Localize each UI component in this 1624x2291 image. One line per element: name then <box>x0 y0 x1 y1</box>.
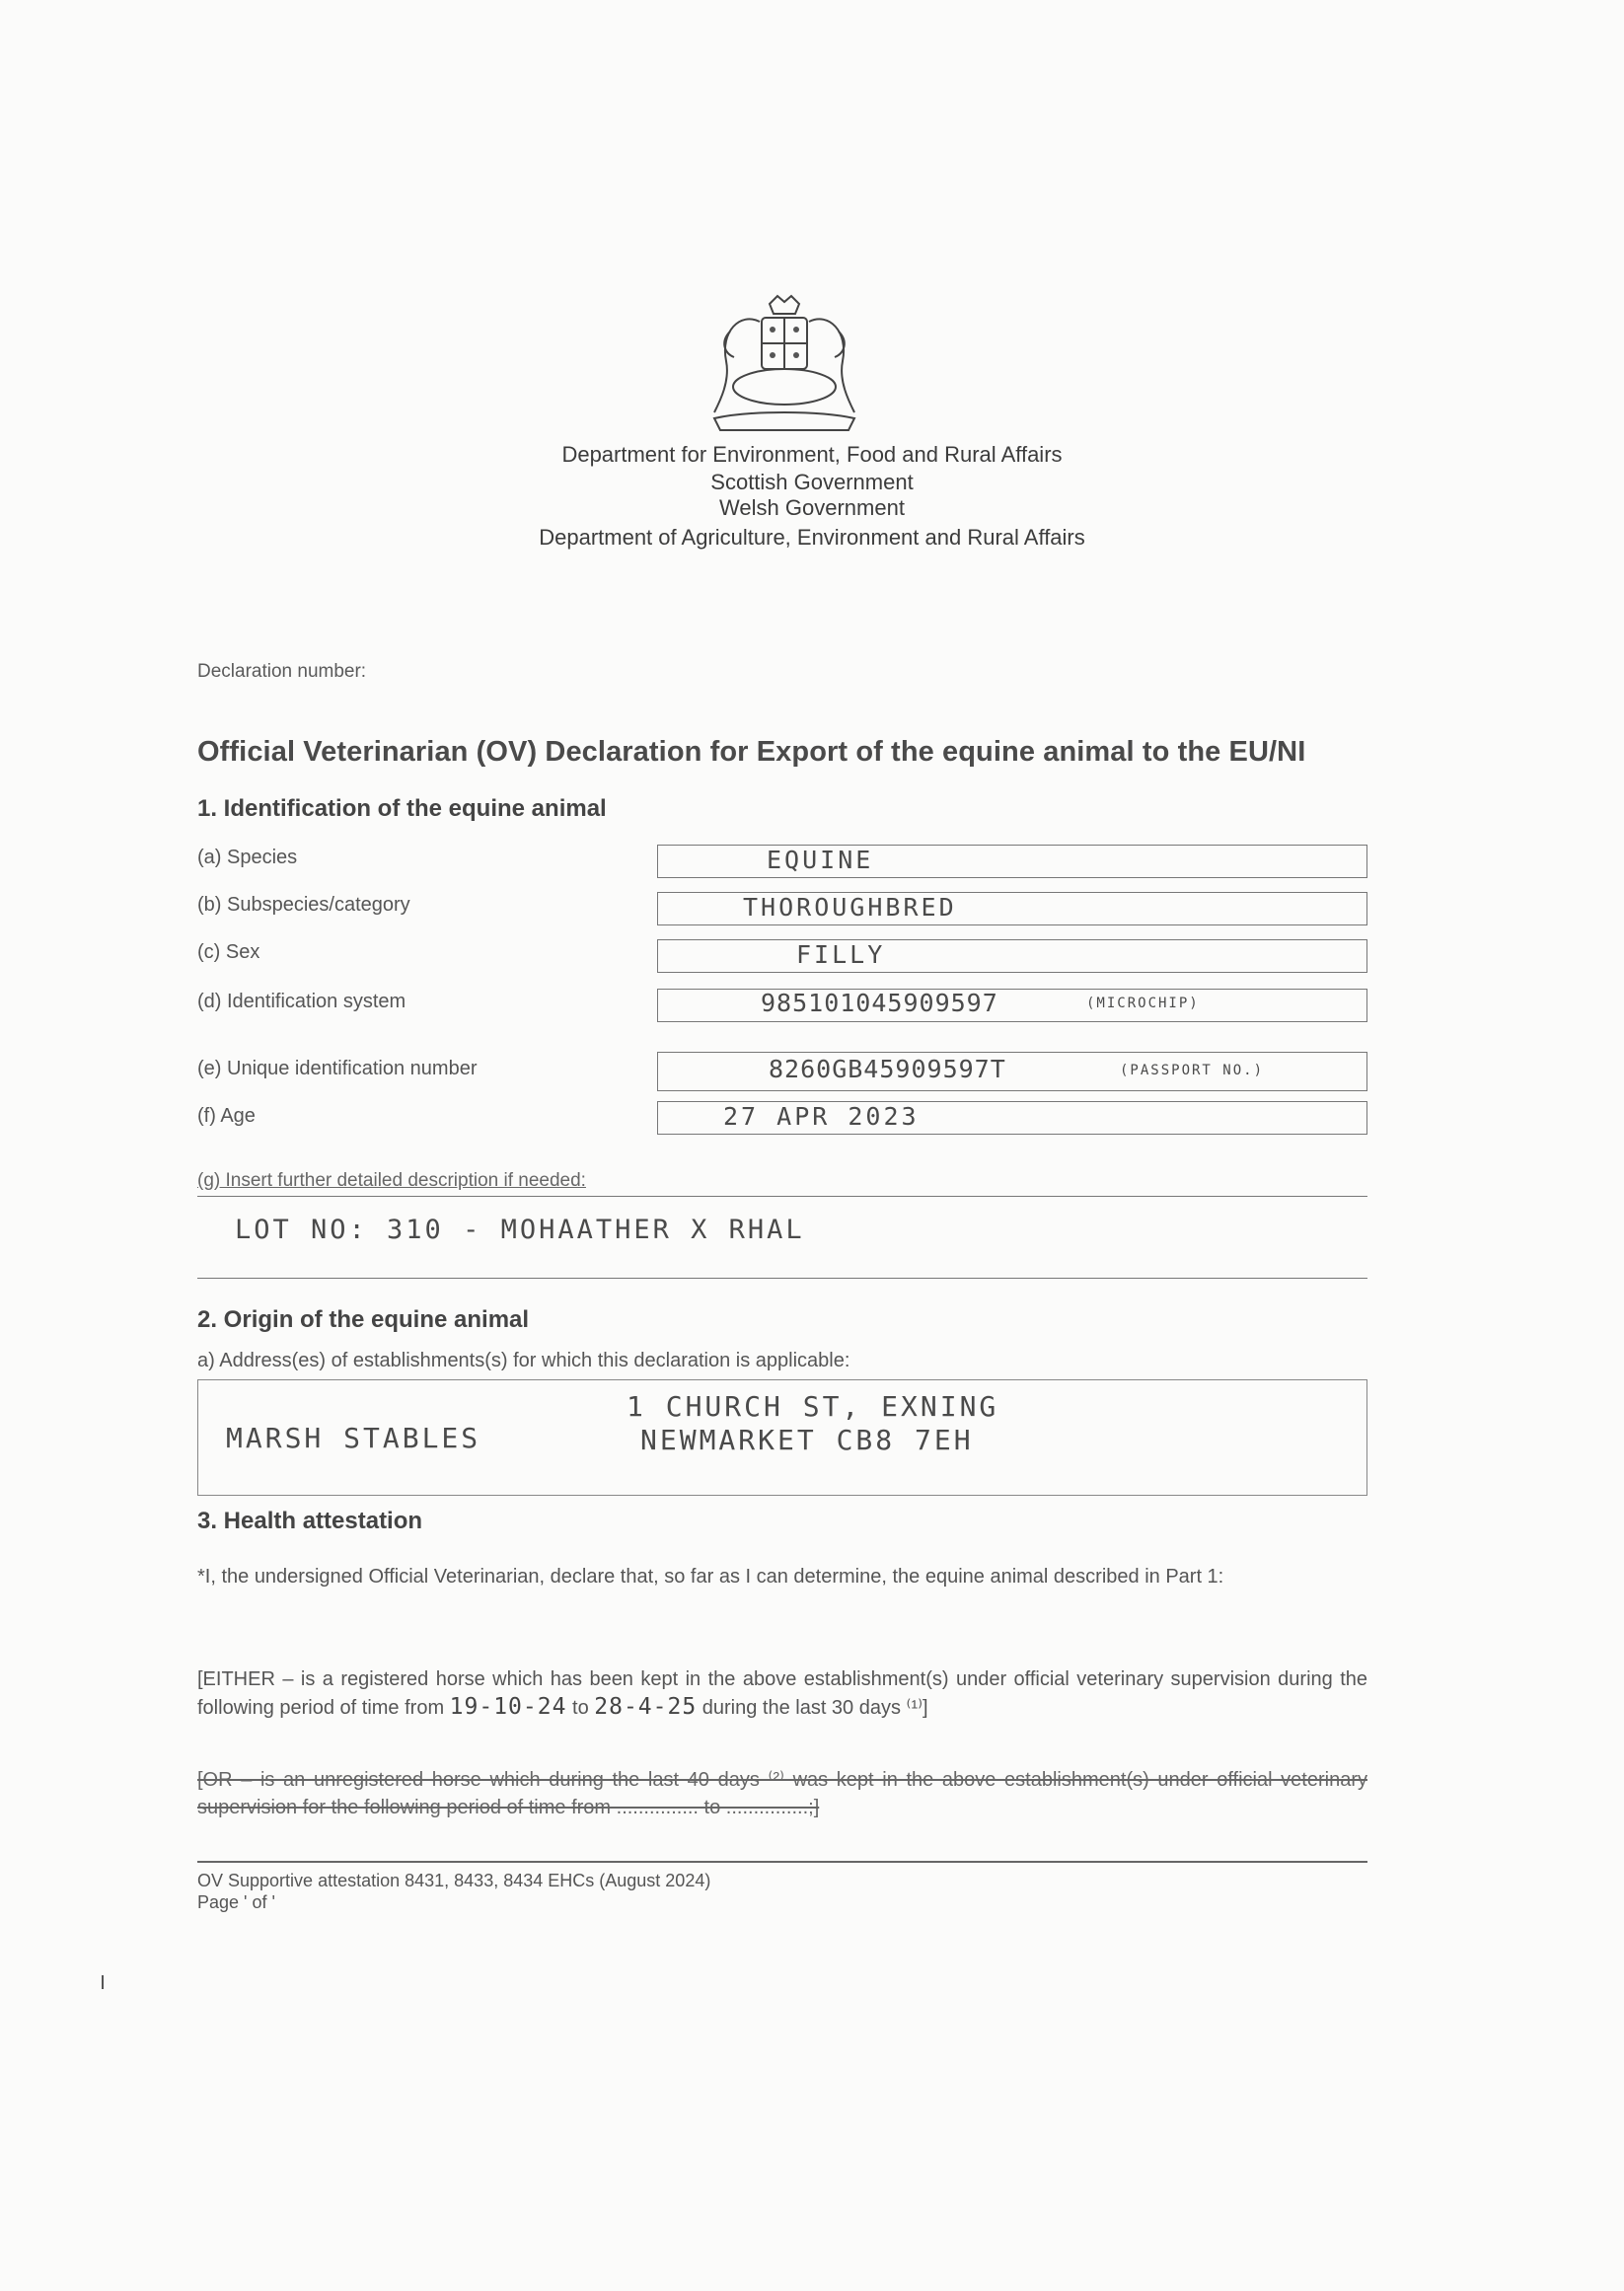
declaration-number-label: Declaration number: <box>197 661 367 682</box>
subspecies-field[interactable] <box>657 892 1367 925</box>
document-title: Official Veterinarian (OV) Declaration for Export of the equine animal to the EU/NI <box>197 736 1306 768</box>
age-value: 27 APR 2023 <box>723 1102 920 1131</box>
footer-page-number: Page ' of ' <box>197 1892 275 1912</box>
either-text-a: [EITHER – is a registered horse which has been kept in the above establishment(s) under official veterinary supervision during the following period of time from <box>197 1668 1367 1719</box>
unique-id-value: 8260GB45909597T <box>769 1055 1006 1083</box>
species-field[interactable] <box>657 845 1367 878</box>
subspecies-value: THOROUGHBRED <box>743 893 957 922</box>
establishment-name: MARSH STABLES <box>226 1422 481 1454</box>
department-scottish-government: Scottish Government <box>710 470 914 494</box>
either-text-b: to <box>566 1697 595 1719</box>
age-field[interactable] <box>657 1101 1367 1135</box>
department-defra: Department for Environment, Food and Rural Affairs <box>561 442 1063 467</box>
footer-divider <box>197 1861 1367 1863</box>
unique-id-label: (e) Unique identification number <box>197 1058 478 1079</box>
attestation-intro: *I, the undersigned Official Veterinarian, declare that, so far as I can determine, the equine animal described in Part 1: <box>197 1566 1224 1588</box>
period-to-value: 28-4-25 <box>594 1694 698 1720</box>
attestation-either-clause <box>197 1665 1367 1722</box>
section-2-heading: 2. Origin of the equine animal <box>197 1306 530 1333</box>
department-daera: Department of Agriculture, Environment and Rural Affairs <box>539 525 1085 550</box>
identification-system-note: (MICROCHIP) <box>1086 996 1200 1011</box>
identification-system-label: (d) Identification system <box>197 991 406 1012</box>
address-field[interactable] <box>197 1379 1367 1496</box>
identification-system-field[interactable] <box>657 989 1367 1022</box>
further-description-field[interactable] <box>197 1196 1367 1279</box>
period-from-value: 19-10-24 <box>449 1694 567 1720</box>
margin-mark <box>102 1975 104 1989</box>
further-description-value: LOT NO: 310 - MOHAATHER X RHAL <box>235 1215 805 1245</box>
section-3-heading: 3. Health attestation <box>197 1508 423 1534</box>
subspecies-label: (b) Subspecies/category <box>197 894 410 916</box>
species-value: EQUINE <box>767 846 874 874</box>
footer-attestation-ref: OV Supportive attestation 8431, 8433, 8434 EHCs (August 2024) <box>197 1871 711 1890</box>
further-description-label: (g) Insert further detailed description if needed: <box>197 1170 586 1191</box>
address-label: a) Address(es) of establishments(s) for which this declaration is applicable: <box>197 1350 850 1371</box>
sex-field[interactable] <box>657 939 1367 973</box>
either-text-c: during the last 30 days ⁽¹⁾] <box>697 1697 928 1719</box>
address-line-2: NEWMARKET CB8 7EH <box>640 1424 974 1456</box>
identification-system-value: 985101045909597 <box>761 989 998 1017</box>
royal-coat-of-arms-icon <box>691 292 878 440</box>
section-1-heading: 1. Identification of the equine animal <box>197 795 607 822</box>
sex-value: FILLY <box>796 940 886 969</box>
sex-label: (c) Sex <box>197 941 260 963</box>
attestation-or-clause-struck: [OR – is an unregistered horse which during the last 40 days ⁽²⁾ was kept in the above establishment(s) under official veterinary supervision for the following period of time from ............... to ...............;] <box>197 1769 1367 1818</box>
unique-id-note: (PASSPORT NO.) <box>1120 1063 1265 1078</box>
unique-id-field[interactable] <box>657 1052 1367 1091</box>
age-label: (f) Age <box>197 1105 256 1127</box>
address-line-1: 1 CHURCH ST, EXNING <box>627 1390 999 1423</box>
species-label: (a) Species <box>197 847 298 868</box>
department-welsh-government: Welsh Government <box>719 495 905 520</box>
